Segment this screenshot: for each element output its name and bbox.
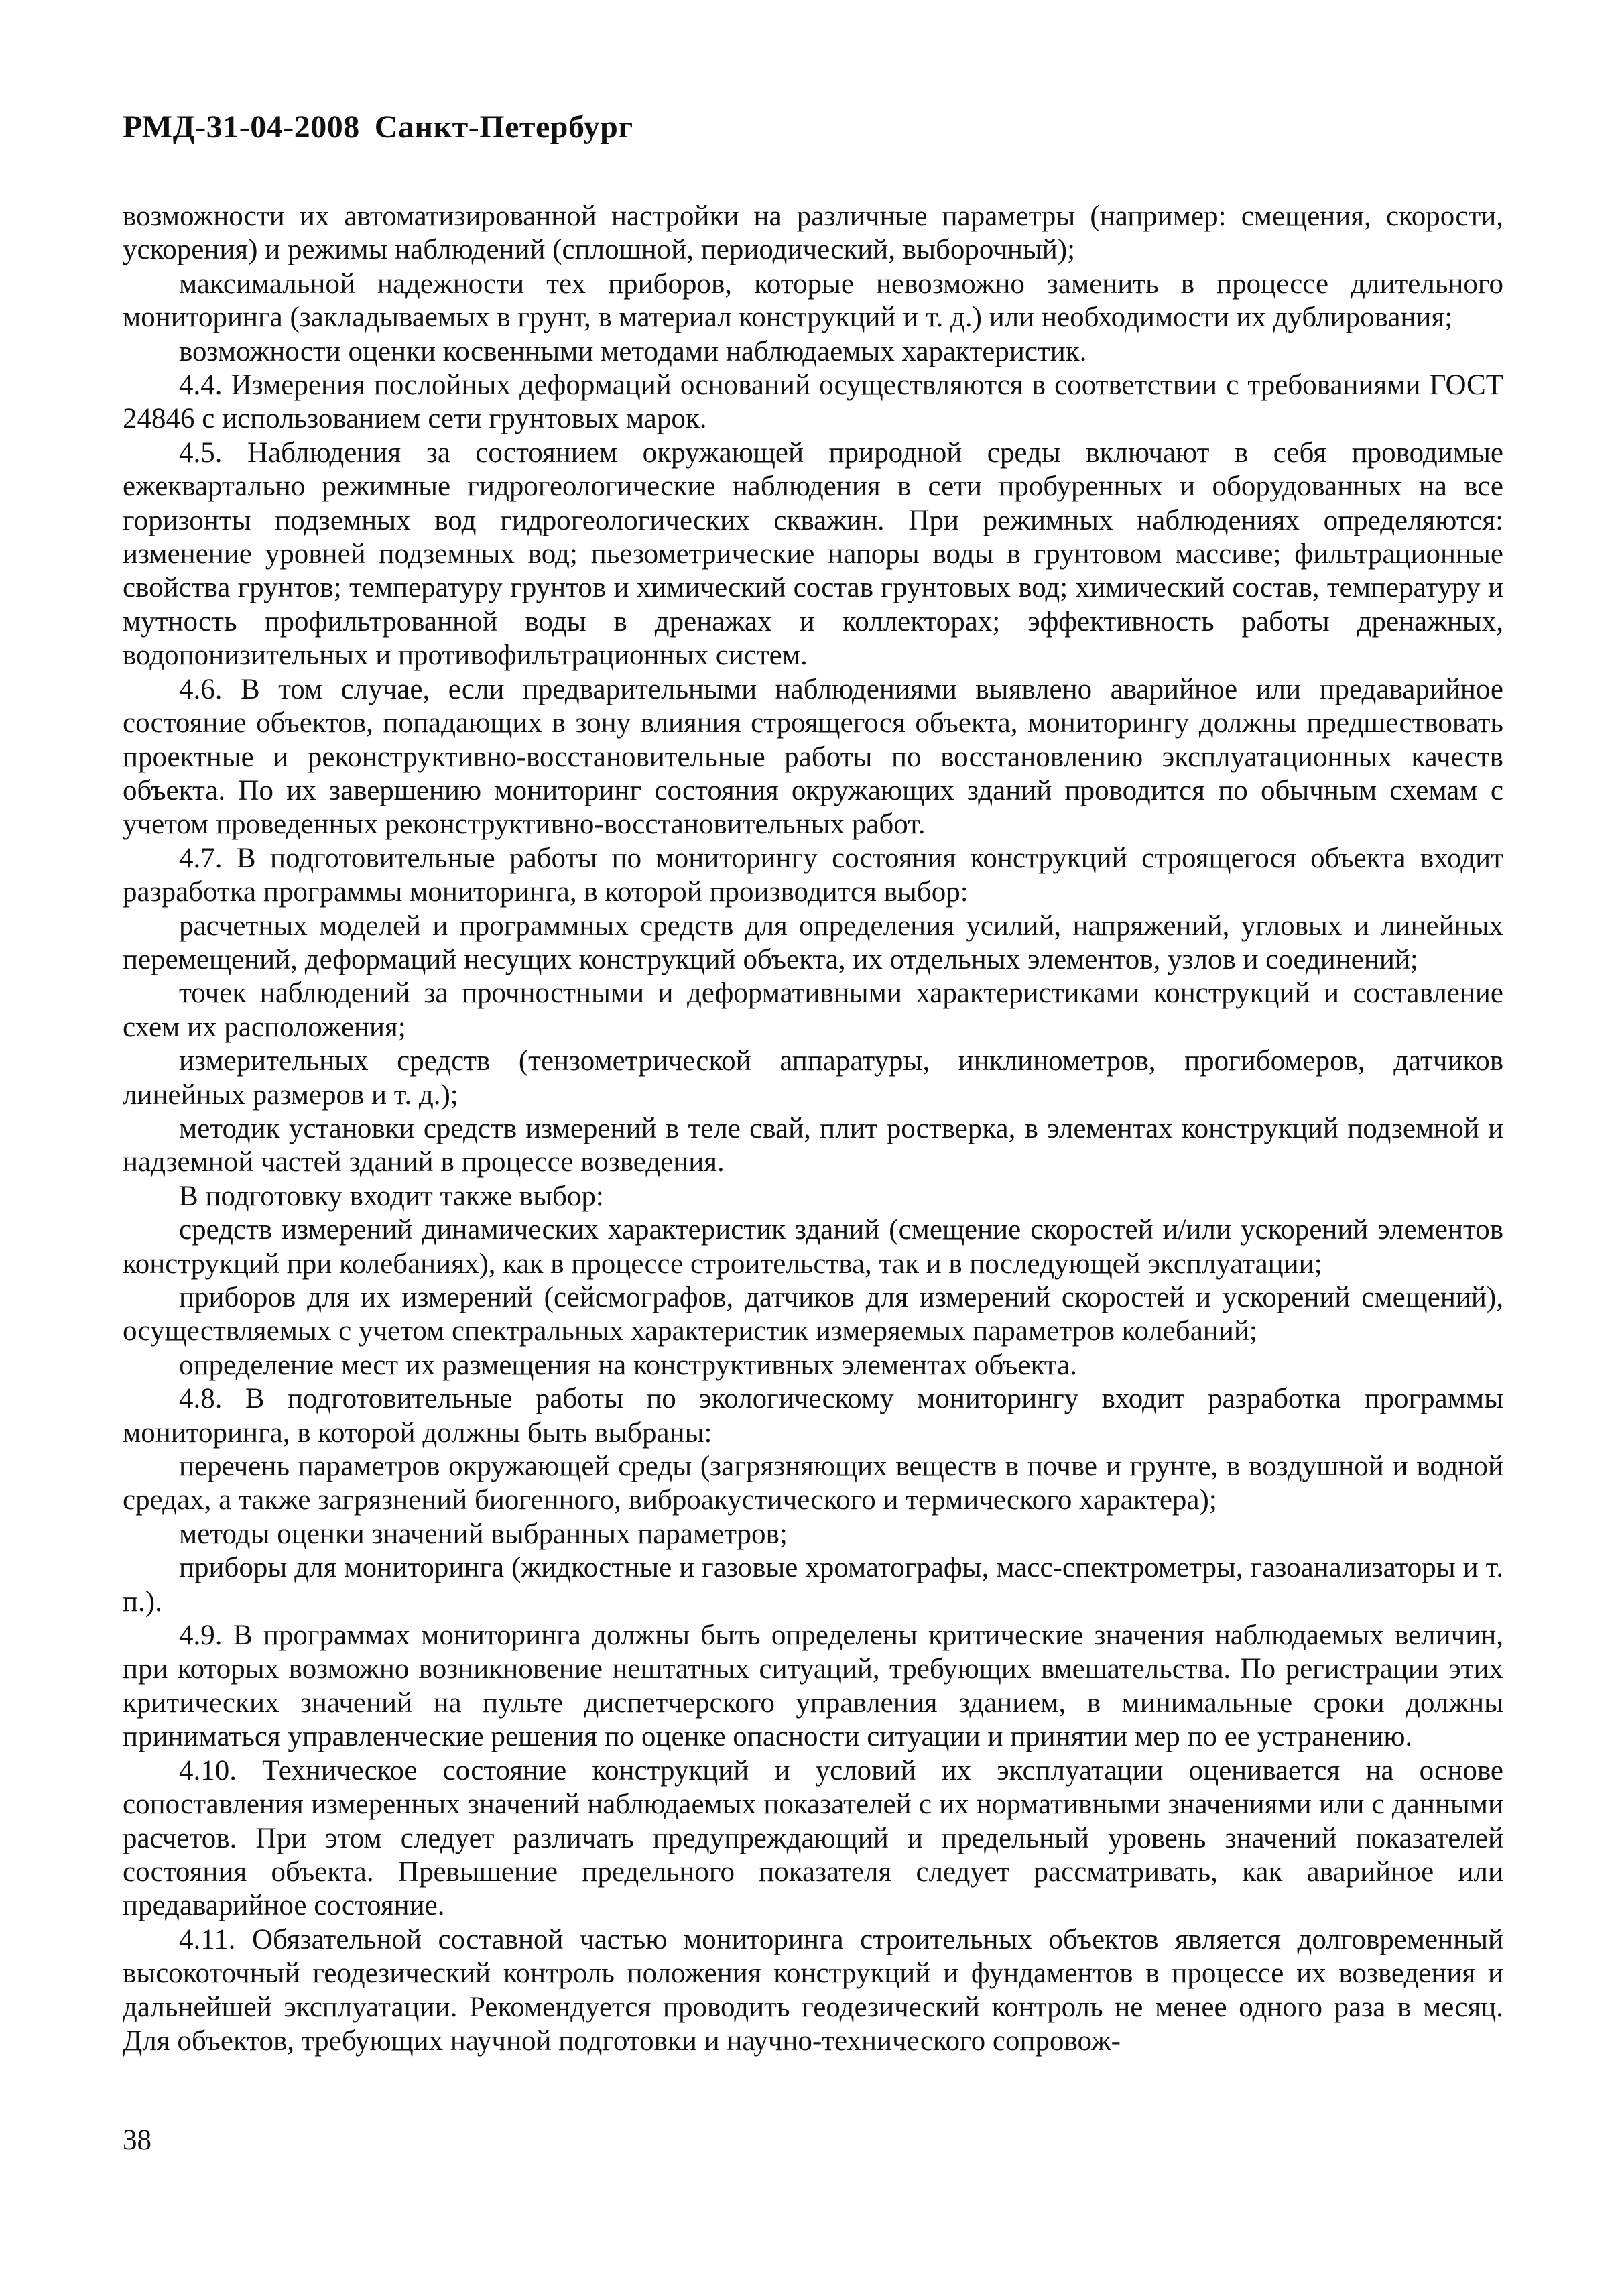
page-number: 38 xyxy=(123,2124,151,2156)
paragraph: 4.6. В том случае, если предварительными наблюдениями выявлено аварийное или предаварийное состояние объектов, попадающих в зону влияния строящегося объекта, мониторингу должны предшествовать проектные и реконструктивно-восстановительные работы по восстановлению эксплуатационных качеств объекта. По их завершению мониторинг состояния окружающих зданий проводится по обычным схемам с учетом проведенных реконструктивно-восстановительных работ. xyxy=(123,673,1503,841)
paragraph: перечень параметров окружающей среды (загрязняющих веществ в почве и грунте, в воздушной и водной средах, а также загрязнений биогенного, виброакустического и термического характера); xyxy=(123,1451,1503,1516)
paragraph: приборов для их измерений (сейсмографов, датчиков для измерений скоростей и ускорений смещений), осуществляемых с учетом спектральных характеристик измеряемых параметров колебаний; xyxy=(123,1282,1503,1347)
paragraph: возможности оценки косвенными методами наблюдаемых характеристик. xyxy=(179,335,1087,367)
paragraph: 4.7. В подготовительные работы по мониторингу состояния конструкций строящегося объекта входит разработка программы мониторинга, в которой производится выбор: xyxy=(123,842,1503,908)
body-text xyxy=(123,200,1503,2058)
paragraph: 4.11. Обязательной составной частью мониторинга строительных объектов является долговременный высокоточный геодезический контроль положения конструкций и фундаментов в процессе их возведения и дальнейшей эксплуатации. Рекомендуется проводить геодезический контроль не менее одного раза в месяц. Для объектов, требующих научной подготовки и научно-технического сопровож- xyxy=(123,1923,1503,2057)
paragraph: возможности их автоматизированной настройки на различные параметры (например: смещения, скорости, ускорения) и режимы наблюдений (сплошной, периодический, выборочный); xyxy=(123,200,1503,266)
paragraph: В подготовку входит также выбор: xyxy=(179,1180,604,1212)
paragraph: средств измерений динамических характеристик зданий (смещение скоростей и/или ускорений элементов конструкций при колебаниях), как в процессе строительства, так и в последующей эксплуатации; xyxy=(123,1214,1503,1280)
paragraph: 4.9. В программах мониторинга должны быть определены критические значения наблюдаемых величин, при которых возможно возникновение нештатных ситуаций, требующих вмешательства. По регистрации этих критических значений на пульте диспетчерского управления зданием, в минимальные сроки должны приниматься управленческие решения по оценке опасности ситуации и принятии мер по ее устранению. xyxy=(123,1620,1503,1753)
paragraph: измерительных средств (тензометрической аппаратуры, инклинометров, прогибомеров, датчиков линейных размеров и т. д.); xyxy=(123,1045,1503,1111)
paragraph: 4.5. Наблюдения за состоянием окружающей природной среды включают в себя проводимые ежеквартально режимные гидрогеологические наблюдения в сети пробуренных и оборудованных на все горизонты подземных вод гидрогеологических скважин. При режимных наблюдениях определяются: изменение уровней подземных вод; пьезометрические напоры воды в грунтовом массиве; фильтрационные свойства грунтов; температуру грунтов и химический состав грунтовых вод; химический состав, температуру и мутность профильтрованной воды в дренажах и коллекторах; эффективность работы дренажных, водопонизительных и противофильтрационных систем. xyxy=(123,436,1503,672)
paragraph: 4.4. Измерения послойных деформаций оснований осуществляются в соответствии с требованиями ГОСТ 24846 с использованием сети грунтовых марок. xyxy=(123,369,1503,435)
running-header xyxy=(123,109,633,145)
paragraph: максимальной надежности тех приборов, которые невозможно заменить в процессе длительного мониторинга (закладываемых в грунт, в материал конструкций и т. д.) или необходимости их дублирования; xyxy=(123,267,1503,334)
document-code: РМД-31-04-2008 xyxy=(123,109,360,145)
paragraph: 4.10. Техническое состояние конструкций и условий их эксплуатации оценивается на основе сопоставления измеренных значений наблюдаемых показателей с их нормативными значениями или с данными расчетов. При этом следует различать предупреждающий и предельный уровень значений показателей состояния объекта. Превышение предельного показателя следует рассматривать, как аварийное или предаварийное состояние. xyxy=(123,1754,1503,1922)
paragraph: 4.8. В подготовительные работы по экологическому мониторингу входит разработка программы мониторинга, в которой должны быть выбраны: xyxy=(123,1383,1503,1449)
paragraph: методик установки средств измерений в теле свай, плит ростверка, в элементах конструкций подземной и надземной частей зданий в процессе возведения. xyxy=(123,1112,1503,1179)
paragraph: определение мест их размещения на конструктивных элементах объекта. xyxy=(179,1349,1077,1381)
paragraph: точек наблюдений за прочностными и деформативными характеристиками конструкций и составление схем их расположения; xyxy=(123,977,1503,1043)
paragraph: методы оценки значений выбранных параметров; xyxy=(179,1518,788,1550)
paragraph: приборы для мониторинга (жидкостные и газовые хроматографы, масс-спектрометры, газоанализаторы и т. п.). xyxy=(123,1552,1503,1618)
paragraph: расчетных моделей и программных средств для определения усилий, напряжений, угловых и линейных перемещений, деформаций несущих конструкций объекта, их отдельных элементов, узлов и соединений; xyxy=(123,910,1503,975)
header-city: Санкт-Петербург xyxy=(374,109,633,145)
